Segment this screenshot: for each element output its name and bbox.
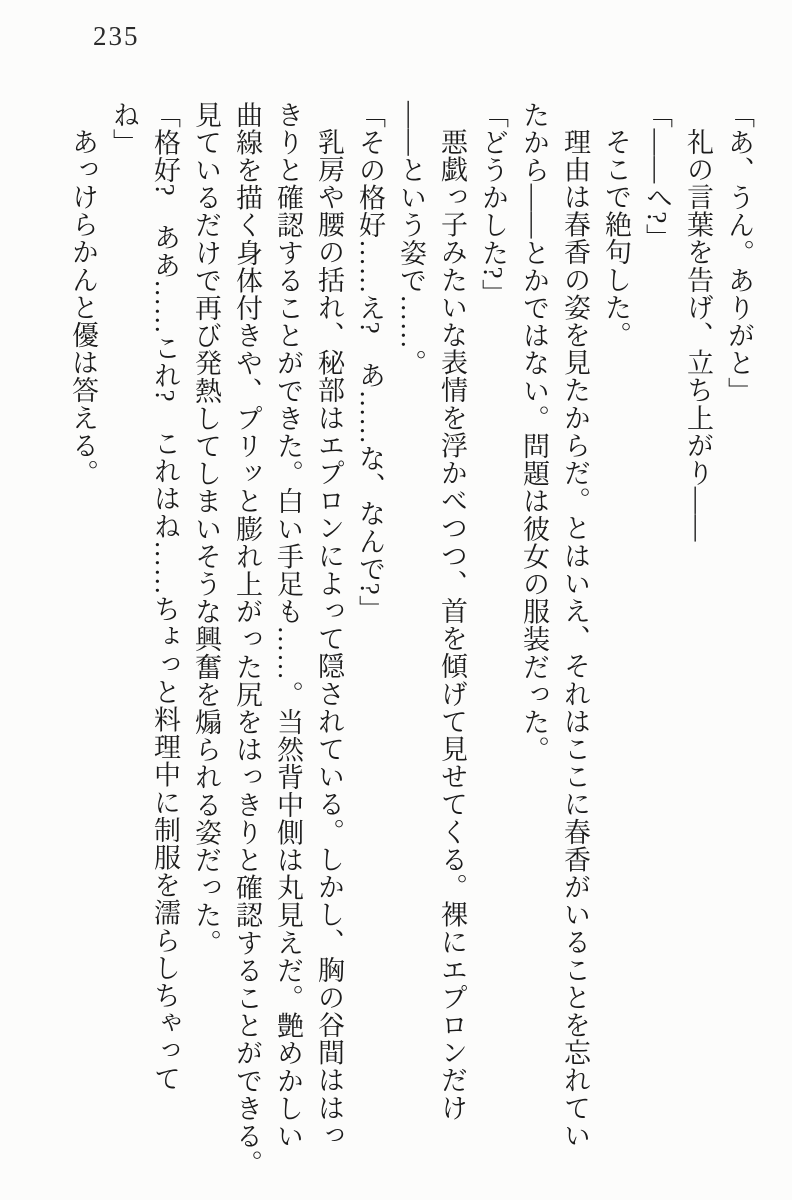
vertical-text-line: 礼の言葉を告げ、立ち上がり―― bbox=[683, 128, 713, 542]
vertical-text-line: 曲線を描く身体付きや、プリッと膨れ上がった尻をはっきりと確認することができる。 bbox=[232, 101, 262, 1178]
vertical-text-line: ね」 bbox=[109, 101, 139, 157]
vertical-text-line: 「――へ?」 bbox=[642, 101, 672, 252]
vertical-text-line: 理由は春香の姿を見たからだ。とはいえ、それはここに春香がいることを忘れてい bbox=[560, 128, 590, 1150]
vertical-text-line: たから――とかではない。問題は彼女の服装だった。 bbox=[519, 101, 549, 764]
vertical-text-line: ――という姿で……。 bbox=[396, 101, 426, 377]
vertical-text-line: そこで絶句した。 bbox=[601, 128, 631, 349]
vertical-text-line: きりと確認することができた。白い手足も……。当然背中側は丸見えだ。艶めかしい bbox=[273, 101, 303, 1150]
vertical-text-line: あっけらかんと優は答える。 bbox=[68, 128, 98, 487]
vertical-text-block bbox=[62, 101, 759, 1179]
vertical-text-line: 「格好? ああ……これ? これはね……ちょっと料理中に制服を濡らしちゃって bbox=[150, 101, 180, 1093]
vertical-text-line: 悪戯っ子みたいな表情を浮かべつつ、首を傾げて見せてくる。裸にエプロンだけ bbox=[437, 128, 467, 1122]
vertical-text-line: 「どうかした?」 bbox=[478, 101, 508, 307]
vertical-text-line: 「あ、うん。ありがと」 bbox=[724, 101, 754, 405]
vertical-text-line: 「その格好……え? あ……な、なんで?」 bbox=[355, 101, 385, 623]
page-number: 235 bbox=[93, 21, 140, 51]
vertical-text-line: 見ているだけで再び発熱してしまいそうな興奮を煽られる姿だった。 bbox=[191, 101, 221, 957]
vertical-text-line: 乳房や腰の括れ、秘部はエプロンによって隠されている。しかし、胸の谷間ははっ bbox=[314, 128, 344, 1150]
